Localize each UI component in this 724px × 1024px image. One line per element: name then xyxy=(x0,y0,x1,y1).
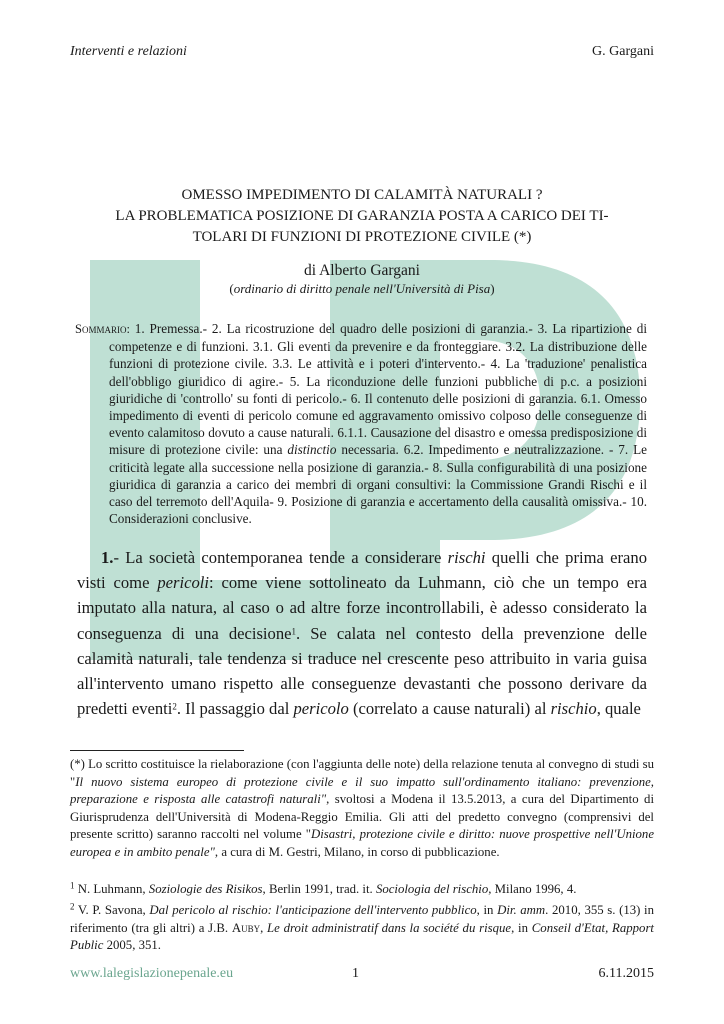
title-line-3: TOLARI DI FUNZIONI DI PROTEZIONE CIVILE (*) xyxy=(192,229,532,245)
body-text: . Se calata nel contesto della prevenzione delle calamità naturali, tale tendenza si traduce nel crescente peso attribuito in varia guisa all'intervento umano rispetto alle conseguenze devastanti che possono derivare da predetti eventi xyxy=(77,623,647,719)
footnote-italic: Il nuovo sistema europeo di protezione civile e il suo impatto sull'ordinamento italiano: prevenzione, preparazione e risposta alle catastrofi naturali" xyxy=(70,774,654,806)
page-number: 1 xyxy=(352,966,359,981)
footnote-number: 2 xyxy=(70,901,75,912)
summary-label: Sommario: xyxy=(75,322,130,336)
footnote-text: , Berlin 1991, trad. it. xyxy=(262,882,376,896)
running-header-author: G. Gargani xyxy=(592,44,654,59)
body-text: . Il passaggio dal xyxy=(176,699,294,719)
summary-text-1: 1. Premessa.- 2. La ricostruzione del quadro delle posizioni di garanzia.- 3. La ripartizione di competenze e di funzioni. 3.1. Gli eventi da prevenire e da fronteggiare. 3.2. La distribuzione delle funzioni di protezione civile. 3.3. Le attività e i poteri d'intervento.- 4. La 'traduzione' penalistica dell'obbligo giuridico di agire.- 5. La riconduzione delle funzioni pubbliche di p.c. a posizioni giuridiche di 'controllo' su fonti di pericolo.- 6. Il contenuto delle posizioni di garanzia. 6.1. Omesso impedimento di eventi di pericolo comune ed aggravamento omissivo colposo delle conseguenze di evento calamitoso dovuto a cause naturali. 6.1.1. Causazione del disastro e omessa predisposizione di misure di protezione civile: una xyxy=(109,321,647,458)
footnote-text: 2005, 351. xyxy=(103,938,161,952)
body-italic: pericolo xyxy=(293,699,349,719)
website-link[interactable]: www.lalegislazionepenale.eu xyxy=(70,966,234,981)
body-text: quelli che prima erano visti come xyxy=(77,548,647,593)
author-affiliation: (ordinario di diritto penale nell'Università di Pisa) xyxy=(229,281,495,296)
affiliation-text: ordinario di diritto penale nell'Università di Pisa xyxy=(233,281,491,296)
footnote-2 xyxy=(70,902,654,955)
footnote-star xyxy=(70,756,654,861)
running-header-title: Interventi e relazioni xyxy=(70,44,187,59)
footnote-italic: Conseil d'Etat, Rapport Public xyxy=(70,920,654,952)
publication-date: 6.11.2015 xyxy=(598,966,654,981)
author-name: di Alberto Gargani xyxy=(304,262,420,279)
footnote-italic: Le droit administratif dans la société du risque xyxy=(267,920,512,935)
footnote-italic: Disastri, protezione civile e diritto: nuove prospettive nell'Unione europea e in ambito penale" xyxy=(70,827,655,859)
body-text: (correlato a cause naturali) al xyxy=(348,699,551,719)
footnote-text: , xyxy=(260,920,268,935)
footnote-italic: Soziologie des Risikos xyxy=(148,882,263,896)
section-1-paragraph xyxy=(77,545,647,721)
footnote-text: N. Luhmann, xyxy=(74,882,149,896)
section-number: 1. xyxy=(101,548,114,567)
body-italic: rischi xyxy=(447,548,486,567)
footnote-number: 1 xyxy=(70,880,75,891)
body-text: , quale xyxy=(596,699,641,719)
footnote-text: V. P. Savona, xyxy=(74,903,150,917)
summary-italic-term: distinctio xyxy=(287,442,337,458)
footnote-ref[interactable]: 2 xyxy=(172,701,177,712)
footnote-1 xyxy=(70,881,654,899)
article-title xyxy=(70,185,654,248)
footnote-text: , in xyxy=(476,903,498,917)
footnote-italic: Dal pericolo al rischio: l'anticipazione dell'intervento pubblico xyxy=(149,903,477,917)
title-line-2: LA PROBLEMATICA POSIZIONE DI GARANZIA POSTA A CARICO DEI TI- xyxy=(115,208,609,224)
footnote-text: , a cura di M. Gestri, Milano, in corso di pubblicazione. xyxy=(214,844,500,859)
footnote-text: , Milano 1996, 4. xyxy=(488,882,577,896)
body-italic: pericoli xyxy=(157,573,209,593)
footnote-italic: Sociologia del rischio xyxy=(375,882,489,896)
body-text: : come viene sottolineato da Luhmann, ciò che un tempo era imputato alla natura, al caso o ad altre forze incontrollabili, è adesso considerato la conseguenza di una decisione xyxy=(77,573,647,643)
body-text: - La società contemporanea tende a considerare xyxy=(113,548,448,567)
footnote-text: . 2010, 355 s. (13) in riferimento (tra gli altri) a J.B. xyxy=(70,903,654,935)
footnote-ref[interactable]: 1 xyxy=(291,626,296,637)
footnote-separator xyxy=(70,750,244,751)
footnote-text: , in xyxy=(511,920,532,935)
summary-section xyxy=(75,320,647,527)
footnote-text: (*) Lo scritto costituisce la rielaborazione (con l'aggiunta delle note) della relazione tenuta al convegno di studi su " xyxy=(70,757,655,789)
footnote-text: , svoltosi a Modena il 13.5.2013, a cura del Dipartimento di Giurisprudenza dell'Università di Modena-Reggio Emilia. Gli atti del predetto convegno (comprensivi del presente scritto) saranno raccolti nel volume " xyxy=(70,792,654,841)
title-line-1: OMESSO IMPEDIMENTO DI CALAMITÀ NATURALI ? xyxy=(181,187,543,203)
summary-text-2: necessaria. 6.2. Impedimento e neutralizzazione. - 7. Le criticità legate alla successione nella posizione di garanzia.- 8. Sulla configurabilità di una posizione giuridica di garanzia a carico dei membri di organi consultivi: la Commissione Grandi Rischi e il caso del terremoto dell'Aquila- 9. Posizione di garanzia e accertamento della causalità omissiva.- 10. Considerazioni conclusive. xyxy=(109,442,647,527)
footnote-italic: Dir. amm xyxy=(497,903,546,917)
body-italic: rischio xyxy=(550,699,597,719)
footnote-smallcaps: Auby xyxy=(231,920,261,935)
